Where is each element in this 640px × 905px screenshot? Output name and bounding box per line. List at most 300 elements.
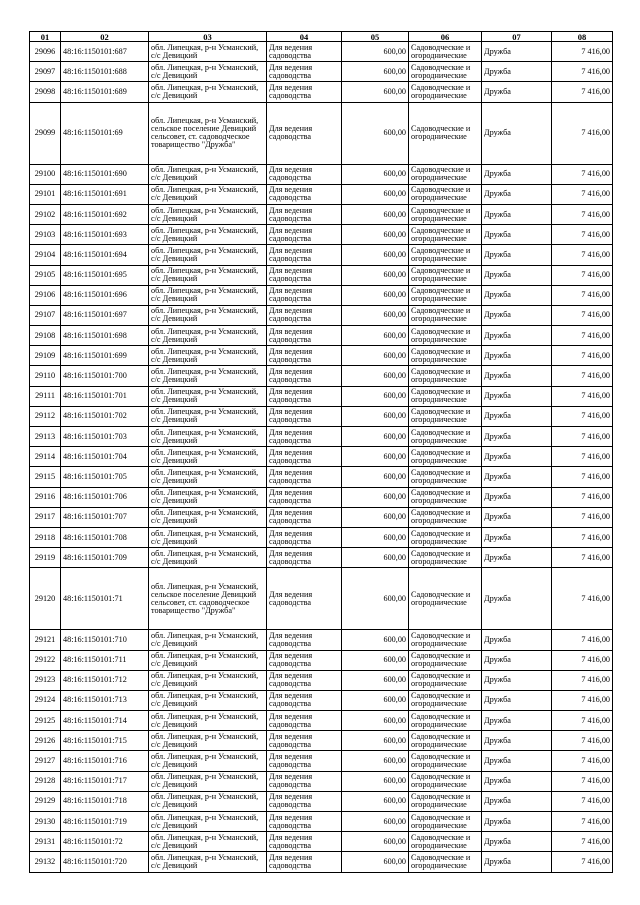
row-number: 29121 (30, 630, 61, 650)
table-row (30, 832, 613, 852)
category-cell: Садоводческие и огороднические (409, 346, 482, 366)
table-row (30, 42, 613, 62)
cadastral-number-cell: 48:16:1150101:693 (61, 225, 149, 245)
association-name-cell: Дружба (482, 82, 552, 102)
row-number: 29108 (30, 326, 61, 346)
cadastral-value-cell: 7 416,00 (552, 184, 613, 204)
land-use-cell: Для ведения садоводства (267, 406, 342, 426)
cadastral-number-cell: 48:16:1150101:691 (61, 184, 149, 204)
cadastral-number-cell: 48:16:1150101:688 (61, 62, 149, 82)
area-cell: 600,00 (342, 467, 409, 487)
cadastral-value-cell: 7 416,00 (552, 82, 613, 102)
category-cell: Садоводческие и огороднические (409, 62, 482, 82)
address-cell: обл. Липецкая, р-н Усманский, с/с Девицкий (149, 184, 267, 204)
row-number: 29120 (30, 568, 61, 630)
header-row (30, 32, 613, 42)
category-cell: Садоводческие и огороднические (409, 386, 482, 406)
category-cell: Садоводческие и огороднические (409, 164, 482, 184)
cadastral-value-cell: 7 416,00 (552, 164, 613, 184)
row-number: 29114 (30, 447, 61, 467)
association-name-cell: Дружба (482, 812, 552, 832)
land-use-cell: Для ведения садоводства (267, 751, 342, 771)
row-number: 29116 (30, 487, 61, 507)
cadastral-number-cell: 48:16:1150101:718 (61, 791, 149, 811)
table-row (30, 771, 613, 791)
association-name-cell: Дружба (482, 326, 552, 346)
address-cell: обл. Липецкая, р-н Усманский, с/с Девицкий (149, 812, 267, 832)
association-name-cell: Дружба (482, 568, 552, 630)
cadastral-value-cell: 7 416,00 (552, 527, 613, 547)
land-plots-table (29, 31, 613, 873)
association-name-cell: Дружба (482, 548, 552, 568)
land-use-cell: Для ведения садоводства (267, 346, 342, 366)
address-cell: обл. Липецкая, р-н Усманский, с/с Девицкий (149, 487, 267, 507)
address-cell: обл. Липецкая, р-н Усманский, с/с Девицкий (149, 690, 267, 710)
address-cell: обл. Липецкая, р-н Усманский, с/с Девицкий (149, 731, 267, 751)
cadastral-value-cell: 7 416,00 (552, 832, 613, 852)
category-cell: Садоводческие и огороднические (409, 731, 482, 751)
row-number: 29112 (30, 406, 61, 426)
area-cell: 600,00 (342, 447, 409, 467)
area-cell: 600,00 (342, 184, 409, 204)
cadastral-number-cell: 48:16:1150101:69 (61, 102, 149, 164)
cadastral-number-cell: 48:16:1150101:716 (61, 751, 149, 771)
category-cell: Садоводческие и огороднические (409, 427, 482, 447)
table-row (30, 326, 613, 346)
row-number: 29107 (30, 305, 61, 325)
association-name-cell: Дружба (482, 265, 552, 285)
table-row (30, 487, 613, 507)
cadastral-number-cell: 48:16:1150101:708 (61, 527, 149, 547)
category-cell: Садоводческие и огороднические (409, 326, 482, 346)
area-cell: 600,00 (342, 225, 409, 245)
cadastral-number-cell: 48:16:1150101:717 (61, 771, 149, 791)
cadastral-number-cell: 48:16:1150101:702 (61, 406, 149, 426)
address-cell: обл. Липецкая, р-н Усманский, с/с Девицкий (149, 771, 267, 791)
cadastral-value-cell: 7 416,00 (552, 670, 613, 690)
table-row (30, 731, 613, 751)
area-cell: 600,00 (342, 164, 409, 184)
land-use-cell: Для ведения садоводства (267, 731, 342, 751)
address-cell: обл. Липецкая, р-н Усманский, с/с Девицкий (149, 447, 267, 467)
address-cell: обл. Липецкая, р-н Усманский, с/с Девицкий (149, 852, 267, 872)
address-cell: обл. Липецкая, р-н Усманский, с/с Девицкий (149, 467, 267, 487)
cadastral-value-cell: 7 416,00 (552, 265, 613, 285)
table-row (30, 711, 613, 731)
cadastral-value-cell: 7 416,00 (552, 447, 613, 467)
category-cell: Садоводческие и огороднические (409, 791, 482, 811)
cadastral-number-cell: 48:16:1150101:719 (61, 812, 149, 832)
association-name-cell: Дружба (482, 731, 552, 751)
land-use-cell: Для ведения садоводства (267, 42, 342, 62)
association-name-cell: Дружба (482, 225, 552, 245)
area-cell: 600,00 (342, 812, 409, 832)
table-row (30, 568, 613, 630)
row-number: 29104 (30, 245, 61, 265)
category-cell: Садоводческие и огороднические (409, 711, 482, 731)
cadastral-number-cell: 48:16:1150101:690 (61, 164, 149, 184)
association-name-cell: Дружба (482, 791, 552, 811)
category-cell: Садоводческие и огороднические (409, 467, 482, 487)
row-number: 29117 (30, 507, 61, 527)
category-cell: Садоводческие и огороднические (409, 82, 482, 102)
cadastral-number-cell: 48:16:1150101:712 (61, 670, 149, 690)
row-number: 29098 (30, 82, 61, 102)
cadastral-value-cell: 7 416,00 (552, 650, 613, 670)
area-cell: 600,00 (342, 650, 409, 670)
land-use-cell: Для ведения садоводства (267, 184, 342, 204)
cadastral-value-cell: 7 416,00 (552, 102, 613, 164)
cadastral-number-cell: 48:16:1150101:689 (61, 82, 149, 102)
area-cell: 600,00 (342, 548, 409, 568)
area-cell: 600,00 (342, 62, 409, 82)
land-use-cell: Для ведения садоводства (267, 82, 342, 102)
cadastral-value-cell: 7 416,00 (552, 366, 613, 386)
land-use-cell: Для ведения садоводства (267, 326, 342, 346)
land-use-cell: Для ведения садоводства (267, 305, 342, 325)
category-cell: Садоводческие и огороднические (409, 568, 482, 630)
cadastral-number-cell: 48:16:1150101:692 (61, 204, 149, 224)
address-cell: обл. Липецкая, р-н Усманский, с/с Девицкий (149, 82, 267, 102)
cadastral-value-cell: 7 416,00 (552, 245, 613, 265)
land-use-cell: Для ведения садоводства (267, 285, 342, 305)
category-cell: Садоводческие и огороднические (409, 487, 482, 507)
address-cell: обл. Липецкая, р-н Усманский, с/с Девицкий (149, 346, 267, 366)
row-number: 29101 (30, 184, 61, 204)
address-cell: обл. Липецкая, р-н Усманский, с/с Девицкий (149, 630, 267, 650)
land-use-cell: Для ведения садоводства (267, 265, 342, 285)
table-row (30, 527, 613, 547)
row-number: 29110 (30, 366, 61, 386)
area-cell: 600,00 (342, 285, 409, 305)
column-header: 01 (30, 32, 61, 42)
area-cell: 600,00 (342, 386, 409, 406)
row-number: 29127 (30, 751, 61, 771)
cadastral-value-cell: 7 416,00 (552, 791, 613, 811)
cadastral-value-cell: 7 416,00 (552, 204, 613, 224)
row-number: 29126 (30, 731, 61, 751)
row-number: 29109 (30, 346, 61, 366)
cadastral-value-cell: 7 416,00 (552, 690, 613, 710)
table-row (30, 164, 613, 184)
cadastral-value-cell: 7 416,00 (552, 771, 613, 791)
association-name-cell: Дружба (482, 630, 552, 650)
association-name-cell: Дружба (482, 467, 552, 487)
address-cell: обл. Липецкая, р-н Усманский, с/с Девицкий (149, 386, 267, 406)
address-cell: обл. Липецкая, р-н Усманский, с/с Девицкий (149, 285, 267, 305)
category-cell: Садоводческие и огороднические (409, 285, 482, 305)
category-cell: Садоводческие и огороднические (409, 102, 482, 164)
table-row (30, 102, 613, 164)
row-number: 29123 (30, 670, 61, 690)
category-cell: Садоводческие и огороднические (409, 447, 482, 467)
cadastral-value-cell: 7 416,00 (552, 507, 613, 527)
association-name-cell: Дружба (482, 366, 552, 386)
cadastral-number-cell: 48:16:1150101:706 (61, 487, 149, 507)
area-cell: 600,00 (342, 832, 409, 852)
land-use-cell: Для ведения садоводства (267, 386, 342, 406)
row-number: 29099 (30, 102, 61, 164)
table-row (30, 346, 613, 366)
cadastral-number-cell: 48:16:1150101:714 (61, 711, 149, 731)
table-row (30, 285, 613, 305)
cadastral-value-cell: 7 416,00 (552, 852, 613, 872)
address-cell: обл. Липецкая, р-н Усманский, с/с Девицкий (149, 326, 267, 346)
category-cell: Садоводческие и огороднические (409, 771, 482, 791)
row-number: 29122 (30, 650, 61, 670)
cadastral-value-cell: 7 416,00 (552, 487, 613, 507)
row-number: 29128 (30, 771, 61, 791)
table-row (30, 467, 613, 487)
area-cell: 600,00 (342, 791, 409, 811)
address-cell: обл. Липецкая, р-н Усманский, с/с Девицкий (149, 751, 267, 771)
cadastral-value-cell: 7 416,00 (552, 346, 613, 366)
category-cell: Садоводческие и огороднические (409, 690, 482, 710)
table-row (30, 406, 613, 426)
category-cell: Садоводческие и огороднические (409, 406, 482, 426)
cadastral-value-cell: 7 416,00 (552, 62, 613, 82)
category-cell: Садоводческие и огороднические (409, 650, 482, 670)
land-use-cell: Для ведения садоводства (267, 245, 342, 265)
table-row (30, 751, 613, 771)
association-name-cell: Дружба (482, 447, 552, 467)
land-use-cell: Для ведения садоводства (267, 366, 342, 386)
association-name-cell: Дружба (482, 427, 552, 447)
category-cell: Садоводческие и огороднические (409, 670, 482, 690)
address-cell: обл. Липецкая, р-н Усманский, с/с Девицкий (149, 832, 267, 852)
cadastral-number-cell: 48:16:1150101:72 (61, 832, 149, 852)
address-cell: обл. Липецкая, р-н Усманский, сельское поселение Девицкий сельсовет, ст. садоводческое товарищество "Дружба" (149, 102, 267, 164)
address-cell: обл. Липецкая, р-н Усманский, с/с Девицкий (149, 650, 267, 670)
table-row (30, 204, 613, 224)
association-name-cell: Дружба (482, 62, 552, 82)
cadastral-number-cell: 48:16:1150101:704 (61, 447, 149, 467)
cadastral-number-cell: 48:16:1150101:695 (61, 265, 149, 285)
column-header: 08 (552, 32, 613, 42)
category-cell: Садоводческие и огороднические (409, 42, 482, 62)
category-cell: Садоводческие и огороднические (409, 832, 482, 852)
area-cell: 600,00 (342, 670, 409, 690)
land-use-cell: Для ведения садоводства (267, 467, 342, 487)
cadastral-value-cell: 7 416,00 (552, 812, 613, 832)
category-cell: Садоводческие и огороднические (409, 812, 482, 832)
land-use-cell: Для ведения садоводства (267, 852, 342, 872)
association-name-cell: Дружба (482, 852, 552, 872)
area-cell: 600,00 (342, 711, 409, 731)
row-number: 29111 (30, 386, 61, 406)
cadastral-number-cell: 48:16:1150101:699 (61, 346, 149, 366)
association-name-cell: Дружба (482, 305, 552, 325)
area-cell: 600,00 (342, 102, 409, 164)
row-number: 29130 (30, 812, 61, 832)
table-row (30, 852, 613, 872)
row-number: 29105 (30, 265, 61, 285)
land-use-cell: Для ведения садоводства (267, 102, 342, 164)
table-row (30, 507, 613, 527)
land-use-cell: Для ведения садоводства (267, 832, 342, 852)
address-cell: обл. Липецкая, р-н Усманский, сельское поселение Девицкий сельсовет, ст. садоводческое товарищество "Дружба" (149, 568, 267, 630)
area-cell: 600,00 (342, 366, 409, 386)
cadastral-value-cell: 7 416,00 (552, 427, 613, 447)
category-cell: Садоводческие и огороднические (409, 366, 482, 386)
land-use-cell: Для ведения садоводства (267, 507, 342, 527)
area-cell: 600,00 (342, 42, 409, 62)
category-cell: Садоводческие и огороднические (409, 265, 482, 285)
row-number: 29103 (30, 225, 61, 245)
land-use-cell: Для ведения садоводства (267, 711, 342, 731)
cadastral-number-cell: 48:16:1150101:711 (61, 650, 149, 670)
land-use-cell: Для ведения садоводства (267, 771, 342, 791)
category-cell: Садоводческие и огороднические (409, 305, 482, 325)
category-cell: Садоводческие и огороднические (409, 852, 482, 872)
address-cell: обл. Липецкая, р-н Усманский, с/с Девицкий (149, 42, 267, 62)
cadastral-number-cell: 48:16:1150101:701 (61, 386, 149, 406)
land-use-cell: Для ведения садоводства (267, 164, 342, 184)
area-cell: 600,00 (342, 751, 409, 771)
table-row (30, 812, 613, 832)
cadastral-value-cell: 7 416,00 (552, 285, 613, 305)
association-name-cell: Дружба (482, 670, 552, 690)
table-row (30, 447, 613, 467)
cadastral-number-cell: 48:16:1150101:687 (61, 42, 149, 62)
association-name-cell: Дружба (482, 346, 552, 366)
area-cell: 600,00 (342, 326, 409, 346)
table-row (30, 427, 613, 447)
table-row (30, 82, 613, 102)
address-cell: обл. Липецкая, р-н Усманский, с/с Девицкий (149, 791, 267, 811)
address-cell: обл. Липецкая, р-н Усманский, с/с Девицкий (149, 507, 267, 527)
area-cell: 600,00 (342, 406, 409, 426)
cadastral-value-cell: 7 416,00 (552, 225, 613, 245)
land-use-cell: Для ведения садоводства (267, 812, 342, 832)
area-cell: 600,00 (342, 82, 409, 102)
table-row (30, 650, 613, 670)
cadastral-number-cell: 48:16:1150101:71 (61, 568, 149, 630)
cadastral-number-cell: 48:16:1150101:697 (61, 305, 149, 325)
cadastral-value-cell: 7 416,00 (552, 630, 613, 650)
column-header: 02 (61, 32, 149, 42)
table-row (30, 386, 613, 406)
land-use-cell: Для ведения садоводства (267, 427, 342, 447)
area-cell: 600,00 (342, 771, 409, 791)
association-name-cell: Дружба (482, 245, 552, 265)
row-number: 29106 (30, 285, 61, 305)
table-row (30, 690, 613, 710)
association-name-cell: Дружба (482, 690, 552, 710)
category-cell: Садоводческие и огороднические (409, 184, 482, 204)
land-use-cell: Для ведения садоводства (267, 447, 342, 467)
cadastral-value-cell: 7 416,00 (552, 731, 613, 751)
row-number: 29124 (30, 690, 61, 710)
table-row (30, 366, 613, 386)
area-cell: 600,00 (342, 427, 409, 447)
area-cell: 600,00 (342, 690, 409, 710)
row-number: 29119 (30, 548, 61, 568)
address-cell: обл. Липецкая, р-н Усманский, с/с Девицкий (149, 527, 267, 547)
address-cell: обл. Липецкая, р-н Усманский, с/с Девицкий (149, 245, 267, 265)
association-name-cell: Дружба (482, 771, 552, 791)
category-cell: Садоводческие и огороднические (409, 548, 482, 568)
association-name-cell: Дружба (482, 164, 552, 184)
column-header: 07 (482, 32, 552, 42)
category-cell: Садоводческие и огороднические (409, 630, 482, 650)
land-use-cell: Для ведения садоводства (267, 487, 342, 507)
association-name-cell: Дружба (482, 102, 552, 164)
address-cell: обл. Липецкая, р-н Усманский, с/с Девицкий (149, 427, 267, 447)
row-number: 29125 (30, 711, 61, 731)
association-name-cell: Дружба (482, 184, 552, 204)
row-number: 29097 (30, 62, 61, 82)
land-use-cell: Для ведения садоводства (267, 548, 342, 568)
row-number: 29113 (30, 427, 61, 447)
cadastral-number-cell: 48:16:1150101:713 (61, 690, 149, 710)
row-number: 29096 (30, 42, 61, 62)
cadastral-number-cell: 48:16:1150101:694 (61, 245, 149, 265)
address-cell: обл. Липецкая, р-н Усманский, с/с Девицкий (149, 265, 267, 285)
category-cell: Садоводческие и огороднические (409, 204, 482, 224)
cadastral-value-cell: 7 416,00 (552, 548, 613, 568)
area-cell: 600,00 (342, 305, 409, 325)
cadastral-value-cell: 7 416,00 (552, 326, 613, 346)
row-number: 29131 (30, 832, 61, 852)
address-cell: обл. Липецкая, р-н Усманский, с/с Девицкий (149, 164, 267, 184)
row-number: 29115 (30, 467, 61, 487)
category-cell: Садоводческие и огороднические (409, 245, 482, 265)
column-header: 06 (409, 32, 482, 42)
address-cell: обл. Липецкая, р-н Усманский, с/с Девицкий (149, 62, 267, 82)
area-cell: 600,00 (342, 245, 409, 265)
row-number: 29102 (30, 204, 61, 224)
cadastral-number-cell: 48:16:1150101:710 (61, 630, 149, 650)
cadastral-number-cell: 48:16:1150101:707 (61, 507, 149, 527)
cadastral-number-cell: 48:16:1150101:715 (61, 731, 149, 751)
address-cell: обл. Липецкая, р-н Усманский, с/с Девицкий (149, 225, 267, 245)
area-cell: 600,00 (342, 731, 409, 751)
address-cell: обл. Липецкая, р-н Усманский, с/с Девицкий (149, 670, 267, 690)
area-cell: 600,00 (342, 527, 409, 547)
table-row (30, 265, 613, 285)
land-use-cell: Для ведения садоводства (267, 690, 342, 710)
association-name-cell: Дружба (482, 42, 552, 62)
area-cell: 600,00 (342, 487, 409, 507)
cadastral-number-cell: 48:16:1150101:720 (61, 852, 149, 872)
table-row (30, 305, 613, 325)
row-number: 29132 (30, 852, 61, 872)
area-cell: 600,00 (342, 204, 409, 224)
category-cell: Садоводческие и огороднические (409, 527, 482, 547)
association-name-cell: Дружба (482, 832, 552, 852)
column-header: 03 (149, 32, 267, 42)
association-name-cell: Дружба (482, 487, 552, 507)
cadastral-value-cell: 7 416,00 (552, 568, 613, 630)
cadastral-number-cell: 48:16:1150101:705 (61, 467, 149, 487)
table-row (30, 184, 613, 204)
land-use-cell: Для ведения садоводства (267, 568, 342, 630)
association-name-cell: Дружба (482, 285, 552, 305)
area-cell: 600,00 (342, 265, 409, 285)
area-cell: 600,00 (342, 630, 409, 650)
column-header: 05 (342, 32, 409, 42)
land-use-cell: Для ведения садоводства (267, 62, 342, 82)
table-row (30, 225, 613, 245)
cadastral-value-cell: 7 416,00 (552, 406, 613, 426)
land-use-cell: Для ведения садоводства (267, 670, 342, 690)
cadastral-value-cell: 7 416,00 (552, 711, 613, 731)
address-cell: обл. Липецкая, р-н Усманский, с/с Девицкий (149, 711, 267, 731)
table-row (30, 548, 613, 568)
area-cell: 600,00 (342, 507, 409, 527)
address-cell: обл. Липецкая, р-н Усманский, с/с Девицкий (149, 204, 267, 224)
